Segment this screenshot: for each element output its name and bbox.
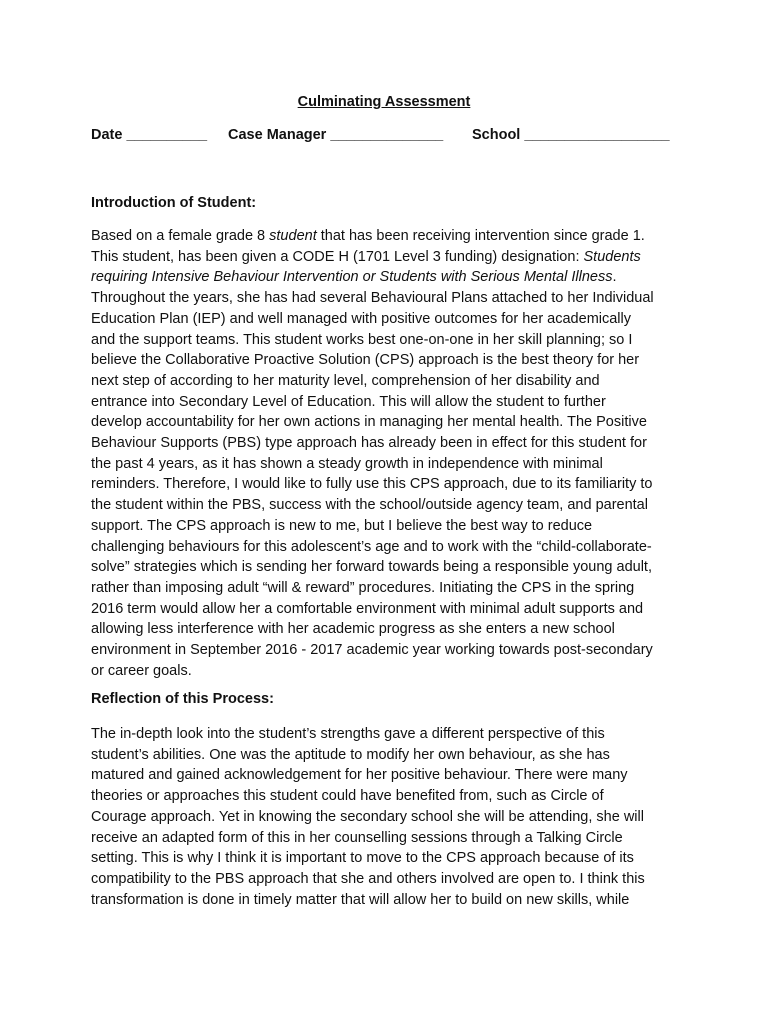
text-run: setting. This is why I think it is important to move to the CPS approach because of its: [91, 850, 634, 867]
text-run: This student, has been given a CODE H (1701 Level 3 funding) designation:: [91, 248, 584, 265]
text-run: transformation is done in timely matter that will allow her to build on new skills, while: [91, 891, 630, 908]
text-run: Education Plan (IEP) and well managed with positive outcomes for her academically: [91, 310, 631, 327]
text-run: the past 4 years, as it has shown a steady growth in independence with minimal: [91, 455, 603, 472]
case-manager-field: Case Manager ______________: [228, 127, 444, 143]
text-run: allowing less interference with her academic progress as she enters a new school: [91, 621, 615, 638]
text-run: solve” strategies which is sending her forward towards being a responsible young adult,: [91, 559, 652, 576]
paragraph-line: [91, 557, 681, 578]
text-run: challenging behaviours for this adolescent’s age and to work with the “child-collaborate-: [91, 538, 652, 555]
text-run: Throughout the years, she has had several Behavioural Plans attached to her Individual: [91, 290, 654, 307]
paragraph-line: [91, 537, 681, 558]
italic-text: Students: [583, 248, 641, 265]
paragraph-line: [91, 474, 681, 495]
italic-text: student: [269, 228, 317, 244]
text-run: develop accountability for her own actions in managing her mental health. The Positive: [91, 414, 647, 431]
text-run: Behaviour Supports (PBS) type approach has already been in effect for this student for: [91, 435, 647, 452]
text-run: theories or approaches this student could have benefited from, such as Circle of: [91, 788, 604, 805]
paragraph-line: [91, 516, 681, 537]
text-run: and the support teams. This student works best one-on-one in her skill planning; so I: [91, 331, 633, 348]
text-run: or career goals.: [91, 662, 192, 679]
paragraph-line: [91, 661, 681, 682]
paragraph-line: [91, 619, 681, 640]
paragraph-line: [91, 599, 681, 620]
paragraph-line: [91, 786, 681, 807]
paragraph-line: [91, 807, 681, 828]
paragraph-line: [91, 433, 681, 454]
text-run: reminders. Therefore, I would like to fully use this CPS approach, due to its familiarity to: [91, 476, 653, 493]
text-run: .: [612, 269, 617, 286]
paragraph-line: [91, 247, 681, 268]
text-run: that has been receiving intervention since grade 1.: [316, 228, 645, 244]
section-heading-introduction: Introduction of Student:: [91, 195, 257, 211]
paragraph-line: [91, 495, 681, 516]
paragraph-line: [91, 350, 681, 371]
paragraph-line: [91, 226, 681, 247]
text-run: next step of according to her maturity level, comprehension of her disability and: [91, 372, 600, 389]
text-run: Based on a female grade 8: [91, 228, 270, 244]
section-heading-reflection: Reflection of this Process:: [91, 691, 274, 707]
page-title: Culminating Assessment: [297, 94, 471, 110]
paragraph-line: [91, 330, 681, 351]
text-run: Courage approach. Yet in knowing the secondary school she will be attending, she will: [91, 808, 644, 825]
reflection-paragraph: [91, 724, 681, 910]
paragraph-line: [91, 828, 681, 849]
school-field: School __________________: [472, 127, 670, 143]
italic-text: requiring Intensive Behaviour Intervention or Students with Serious Mental Illness: [91, 269, 613, 286]
paragraph-line: [91, 640, 681, 661]
paragraph-line: [91, 869, 681, 890]
text-run: compatibility to the PBS approach that she and others involved are open to. I think this: [91, 870, 645, 887]
text-run: rather than imposing adult “will & reward” procedures. Initiating the CPS in the spring: [91, 579, 635, 596]
text-run: matured and gained acknowledgement for her positive behaviour. There were many: [91, 767, 628, 784]
date-field: Date __________: [91, 127, 208, 143]
paragraph-line: [91, 412, 681, 433]
paragraph-line: [91, 288, 681, 309]
paragraph-line: [91, 578, 681, 599]
paragraph-line: [91, 890, 681, 911]
text-run: the student within the PBS, success with the school/outside agency team, and parental: [91, 497, 648, 514]
text-run: The in-depth look into the student’s strengths gave a different perspective of this: [91, 726, 605, 742]
paragraph-line: [91, 392, 681, 413]
paragraph-line: [91, 765, 681, 786]
introduction-paragraph: [91, 226, 681, 681]
paragraph-line: [91, 745, 681, 766]
paragraph-line: [91, 848, 681, 869]
paragraph-line: [91, 724, 681, 745]
paragraph-line: [91, 454, 681, 475]
text-run: environment in September 2016 - 2017 academic year working towards post-secondary: [91, 642, 653, 659]
paragraph-line: [91, 309, 681, 330]
text-run: 2016 term would allow her a comfortable environment with minimal adult supports and: [91, 600, 644, 617]
text-run: believe the Collaborative Proactive Solution (CPS) approach is the best theory for her: [91, 352, 640, 369]
text-run: entrance into Secondary Level of Education. This will allow the student to further: [91, 393, 606, 410]
text-run: receive an adapted form of this in her counselling sessions through a Talking Circle: [91, 829, 623, 846]
paragraph-line: [91, 371, 681, 392]
text-run: student’s abilities. One was the aptitude to modify her own behaviour, as she has: [91, 746, 610, 763]
text-run: support. The CPS approach is new to me, but I believe the best way to reduce: [91, 517, 593, 534]
paragraph-line: [91, 267, 681, 288]
